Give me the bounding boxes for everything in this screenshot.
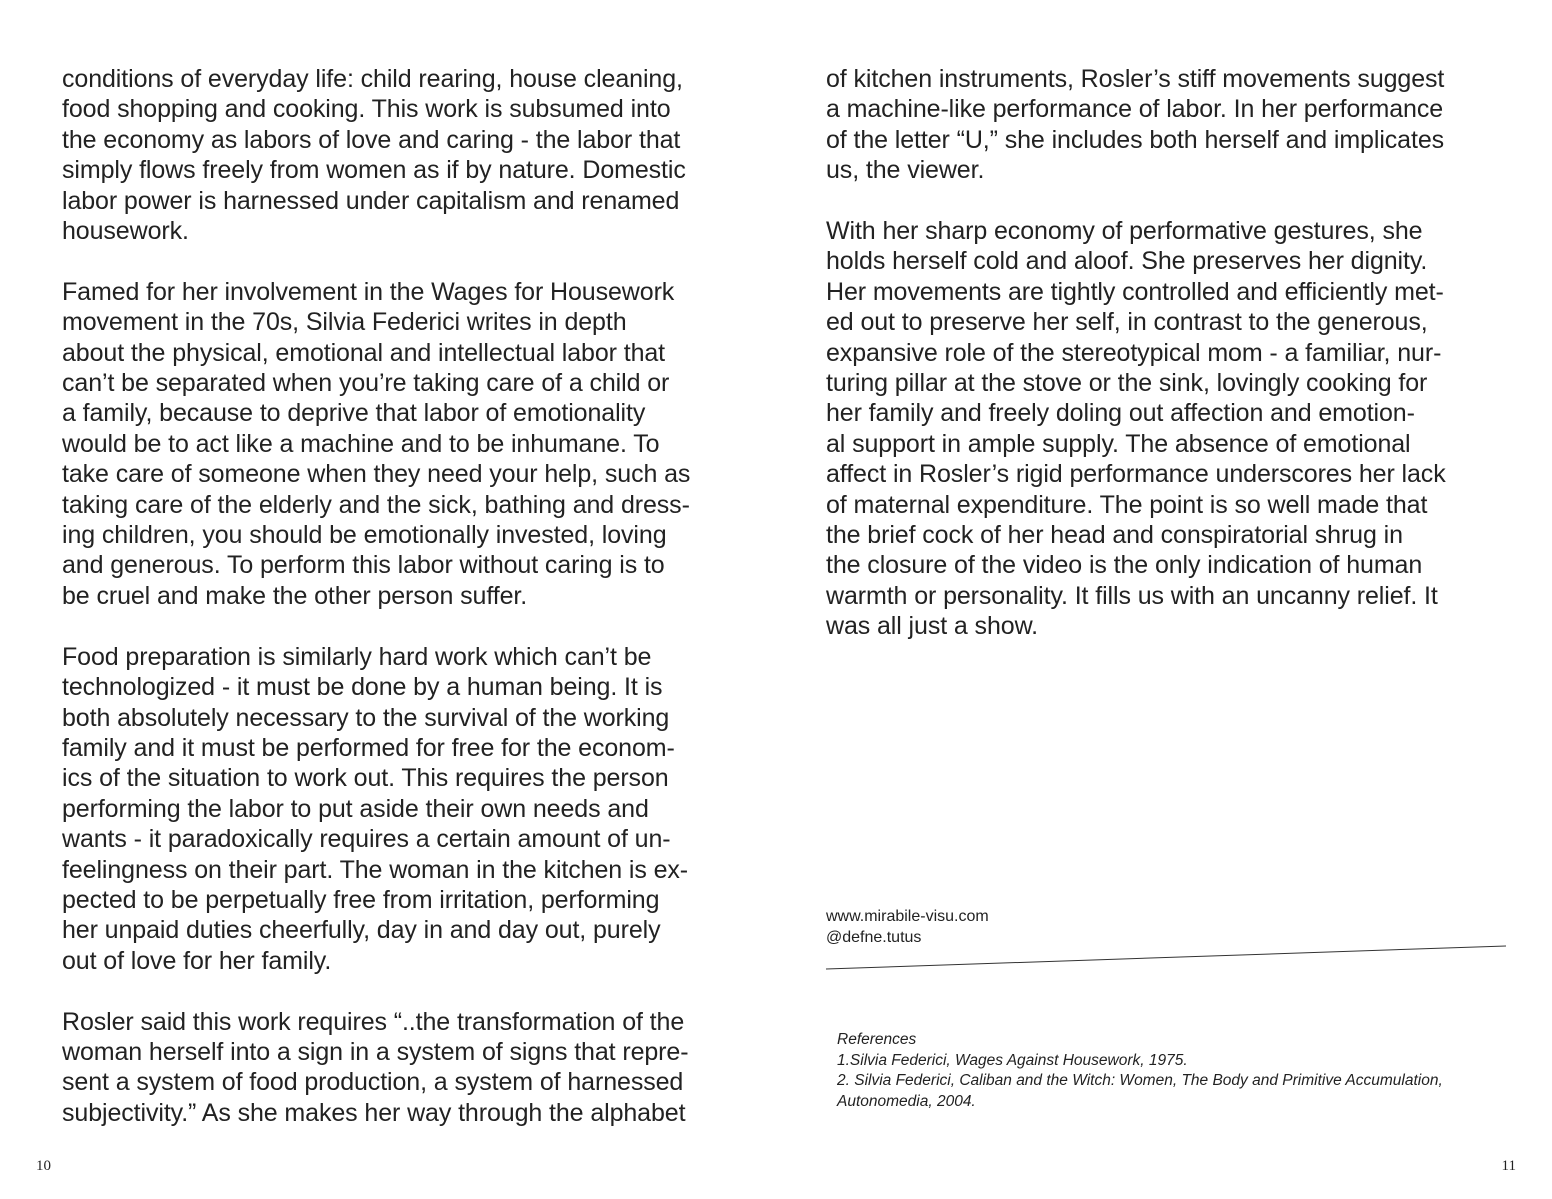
left-page-number: 10 (36, 1158, 51, 1174)
left-paragraph-2: Famed for her involvement in the Wages for Housework movement in the 70s, Silvia Federici writes in depth about the physical, emotional and intellectual labor that can’t be separated when you’re taking care of a child or a family, because to deprive that labor of emotionality would be to act like a machine and to be inhumane. To take care of someone when they need your help, such as taking care of the elderly and the sick, bathing and dress- ing children, you should be emotionally invested, loving and generous. To perform this labor without caring is to be cruel and make the other person suffer. (62, 277, 691, 610)
social-handle[interactable]: @defne.tutus (826, 929, 922, 946)
website-link[interactable]: www.mirabile-visu.com (826, 908, 989, 925)
references-block (837, 1030, 1507, 1112)
right-page-number: 11 (1501, 1158, 1516, 1174)
right-paragraph-1: of kitchen instruments, Rosler’s stiff movements suggest a machine-like performance of labor. In her performance of the letter “U,” she includes both herself and implicates us, the viewer. (826, 65, 1445, 185)
divider-line (824, 940, 1508, 974)
reference-item: Autonomedia, 2004. (837, 1092, 976, 1110)
left-paragraph-1: conditions of everyday life: child rearing, house cleaning, food shopping and cooking. This work is subsumed into the economy as labors of love and caring - the labor that simply flows freely from women as if by nature. Domestic labor power is harnessed under capitalism and renamed housework. (62, 65, 686, 246)
right-paragraph-2: With her sharp economy of performative gestures, she holds herself cold and aloof. She preserves her dignity. Her movements are tightly controlled and efficiently met- ed out to preserve her self, in contrast to the generous, expansive role of the stereotypical mom - a familiar, nur- turing pillar at the stove or the sink, lovingly cooking for her family and freely doling out affection and emotion- al support in ample supply. The absence of emotional affect in Rosler’s rigid performance underscores her lack of maternal expenditure. The point is so well made that the brief cock of her head and conspiratorial shrug in the closure of the video is the only indication of human warmth or personality. It fills us with an uncanny relief. It was all just a show. (826, 217, 1446, 641)
reference-item: 1.Silvia Federici, Wages Against Housework, 1975. (837, 1051, 1188, 1069)
right-page-body (826, 64, 1506, 642)
left-page-body (62, 64, 742, 1128)
right-page (776, 0, 1552, 1199)
left-paragraph-3: Food preparation is similarly hard work which can’t be technologized - it must be done by a human being. It is both absolutely necessary to the survival of the working family and it must be performed for free for the econom- ics of the situation to work out. This requires the person performing the labor to put aside their own needs and wants - it paradoxically requires a certain amount of un- feelingness on their part. The woman in the kitchen is ex- pected to be perpetually free from irritation, performing her unpaid duties cheerfully, day in and day out, purely out of love for her family. (62, 642, 689, 975)
references-heading: References (837, 1031, 917, 1048)
left-paragraph-4: Rosler said this work requires “..the transformation of the woman herself into a sign in a system of signs that repre- sent a system of food production, a system of harnessed subjectivity.” As she makes her way through the alphabet (62, 1007, 689, 1127)
reference-item: 2. Silvia Federici, Caliban and the Witch: Women, The Body and Primitive Accumulation, (837, 1072, 1443, 1089)
